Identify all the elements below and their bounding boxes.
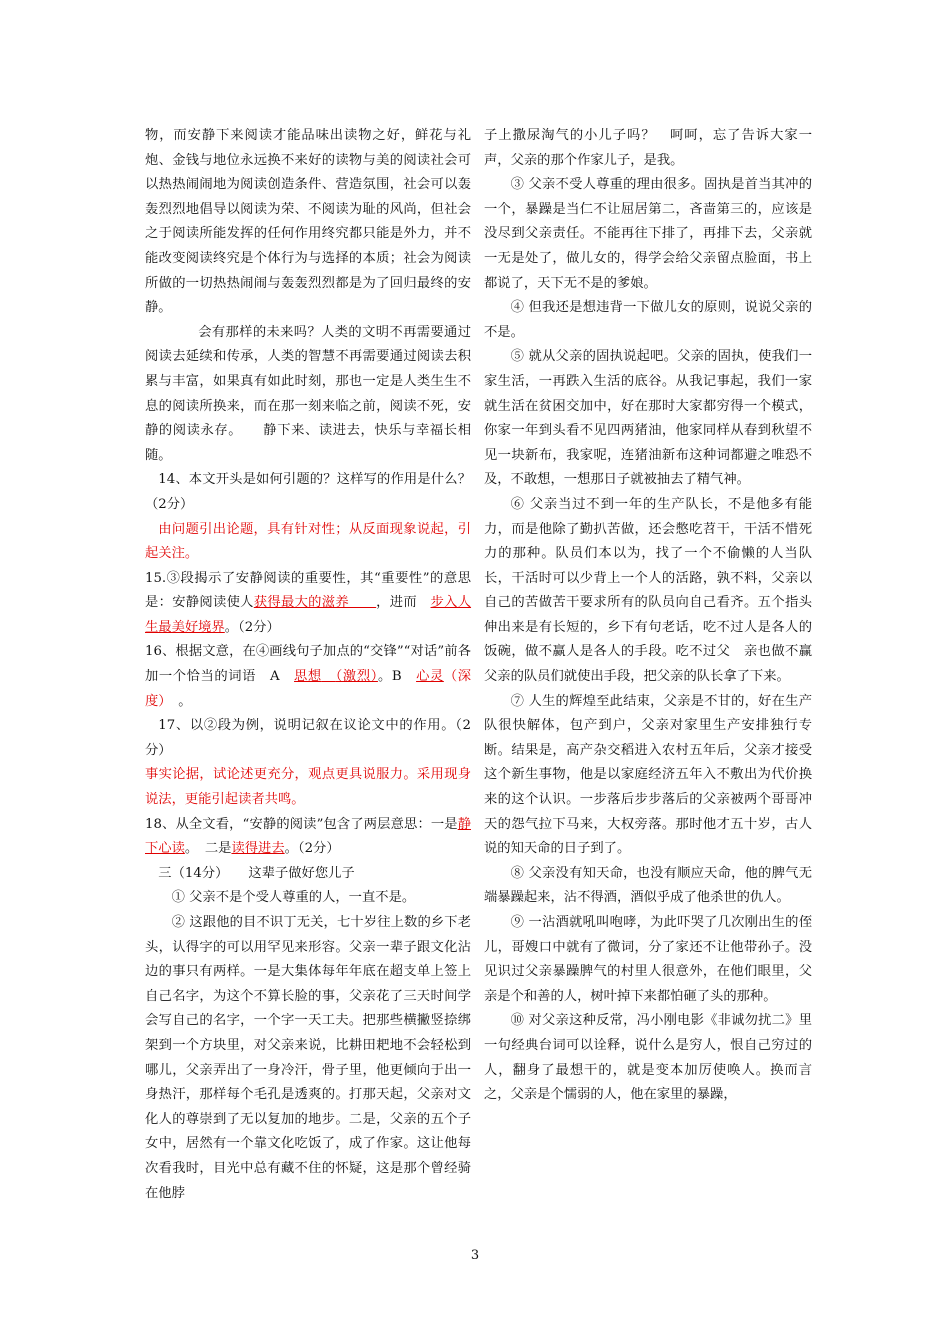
answer-blank: 静下心读: [145, 816, 471, 857]
question-text: 。（2分）: [284, 841, 340, 857]
answer-blank: 步入人生最美好境界: [145, 595, 472, 635]
question-17: 17、以②段为例，说明记叙在议论文中的作用。（2分）: [145, 718, 471, 758]
answer-blank: 思想: [294, 669, 322, 685]
answer-14: 由问题引出论题，具有针对性；从反面现象说起，引起关注。: [145, 521, 471, 562]
paragraph: ④ 但我还是想违背一下做儿女的原则，说说父亲的不是。: [484, 300, 812, 340]
paragraph: ③ 父亲不受人尊重的理由很多。固执是首当其冲的一个，暴躁是当仁不让屈居第二，吝啬第三的，应该是没尽到父亲责任。不能再往下排了，再排下去，父亲就一无是处了，做儿女的，得学会给父亲留点脸面，书上都说了，天下无不是的爹娘。: [484, 177, 812, 291]
paragraph: ⑦ 人生的辉煌至此结束，父亲是不甘的，好在生产队很快解体，包产到户，父亲对家里生产安排独行专断。结果是，高产杂交稻进入农村五年后，父亲才接受这个新生事物，他是以家庭经济五年入不敷出为代价换来的这个认识。一步落后步步落后的父亲被两个哥哥冲天的怨气拉下马来，大权旁落。那时他才五十岁，古人说的知天命的日子到了。: [484, 693, 812, 857]
answer-17: 事实论据，试论述更充分，观点更具说服力。采用现身说法，更能引起读者共鸣。: [145, 767, 471, 808]
section-heading: 三（14分） 这辈子做好您儿子: [158, 865, 355, 881]
left-column: [145, 124, 471, 1206]
answer-blank: （激烈）: [335, 669, 378, 685]
question-text: 15.③段揭示了安静阅读的重要性，其“重要性”的意思是：安静阅读使人: [145, 570, 471, 611]
answer-text: （深度）: [145, 669, 472, 709]
question-text: 。: [164, 693, 192, 709]
question-18: [145, 813, 471, 862]
question-text: 。（2分）: [224, 619, 280, 635]
answer-blank: 读得进去: [231, 841, 285, 857]
paragraph: ⑩ 对父亲这种反常，冯小刚电影《非诚勿扰二》里一句经典台词可以诠释，说什么是穷人，恨自己穷过的人，翻身了最想干的，就是变本加厉使唤人。换而言之，父亲是个懦弱的人，他在家里的暴躁，: [484, 1013, 812, 1103]
answer-blank: 获得最大的滋养: [253, 595, 377, 611]
answer-blank: 心灵: [416, 669, 444, 685]
paragraph: ⑤ 就从父亲的固执说起吧。父亲的固执，使我们一家生活，一再跌入生活的底谷。从我记事起，我们一家就生活在贫困交加中，好在那时大家都穷得一个模式，你家一年到头看不见四两猪油，他家同样从春到秋望不见一块新布，我家呢，连猪油新布这种词都避之唯恐不及，不敢想，一想那日子就被抽去了精气神。: [484, 349, 812, 488]
right-column: [484, 124, 812, 1108]
paragraph: ⑥ 父亲当过不到一年的生产队长，不是他多有能力，而是他除了勤扒苦做，还会憋吃苕干，干活不惜死力的那种。队员们本以为，找了一个不偷懒的人当队长，干活时可以少背上一个人的活路，孰不料，父亲以自己的苦做苦干要求所有的队员向自己看齐。五个指头伸出来是有长短的，乡下有句老话，吃不过人是各人的饭碗，做不赢人是各人的手段。吃不过父 亲也做不赢父亲的队员们就使出手段，把父亲的队长拿了下来。: [484, 496, 812, 685]
paragraph: ⑨ 一沾酒就吼叫咆哮，为此吓哭了几次刚出生的侄儿，哥嫂口中就有了微词，分了家还不让他带孙子。没见识过父亲暴躁脾气的村里人很意外，在他们眼里，父亲是个和善的人，树叶掉下来都怕砸了头的那种。: [484, 915, 812, 1004]
question-16: [145, 640, 471, 714]
question-text: 。 二是: [184, 841, 232, 857]
paragraph: ⑧ 父亲没有知天命，也没有顺应天命，他的脾气无端暴躁起来，沾不得酒，酒似乎成了他杀世的仇人。: [484, 865, 812, 906]
page-number: 3: [470, 1248, 480, 1263]
question-text: 18、从全文看，“安静的阅读”包含了两层意思：一是: [145, 816, 458, 832]
paragraph: 物，而安静下来阅读才能品味出读物之好，鲜花与礼炮、金钱与地位永远换不来好的读物与美的阅读社会可以热热闹闹地为阅读创造条件、营造氛围，社会可以轰轰烈烈地倡导以阅读为荣、不阅读为耻的风尚，但社会之于阅读所能发挥的任何作用终究都只能是外力，并不能改变阅读终究是个体行为与选择的本质；社会为阅读所做的一切热热闹闹与轰轰烈烈都是为了回归最终的安静。: [145, 128, 471, 316]
question-14: 14、本文开头是如何引题的？这样写的作用是什么？（2分）: [145, 472, 471, 512]
paragraph: 子上撒尿淘气的小儿子吗？ 呵呵，忘了告诉大家一声，父亲的那个作家儿子，是我。: [484, 128, 812, 168]
question-15: [145, 567, 471, 641]
question-text: 。B: [377, 669, 417, 685]
paragraph: ① 父亲不是个受人尊重的人，一直不是。: [171, 890, 416, 906]
paragraph: 会有那样的未来吗？人类的文明不再需要通过阅读去延续和传承，人类的智慧不再需要通过阅读去积累与丰富，如果真有如此时刻，那也一定是人类生生不息的阅读所换来，而在那一刻来临之前，阅读不死，安静的阅读永存。 静下来、读进去，快乐与幸福长相随。: [145, 324, 471, 463]
question-text: ，进而: [376, 595, 431, 611]
paragraph: ② 这跟他的目不识丁无关，七十岁往上数的乡下老头，认得字的可以用罕见来形容。父亲一辈子跟文化沾边的事只有两样。一是大集体每年年底在超支单上签上自己名字，为这个不算长脸的事，父亲花了三天时间学会写自己的名字，一个字一天工夫。把那些横撇竖捺绑架到一个方块里，对父亲来说，比耕田耙地不会轻松到哪儿，父亲弄出了一身冷汗，骨子里，他更倾向于出一身热汗，那样每个毛孔是透爽的。打那天起，父亲对文化人的尊崇到了无以复加的地步。二是，父亲的五个子女中，居然有一个靠文化吃饭了，成了作家。这让他每次看我时，目光中总有藏不住的怀疑，这是那个曾经骑在他脖: [145, 915, 471, 1201]
question-text: 16、根据文意，在④画线句子加点的“交锋”“对话”前各加一个恰当的词语 A: [145, 644, 471, 685]
answer-gap: [322, 669, 336, 684]
